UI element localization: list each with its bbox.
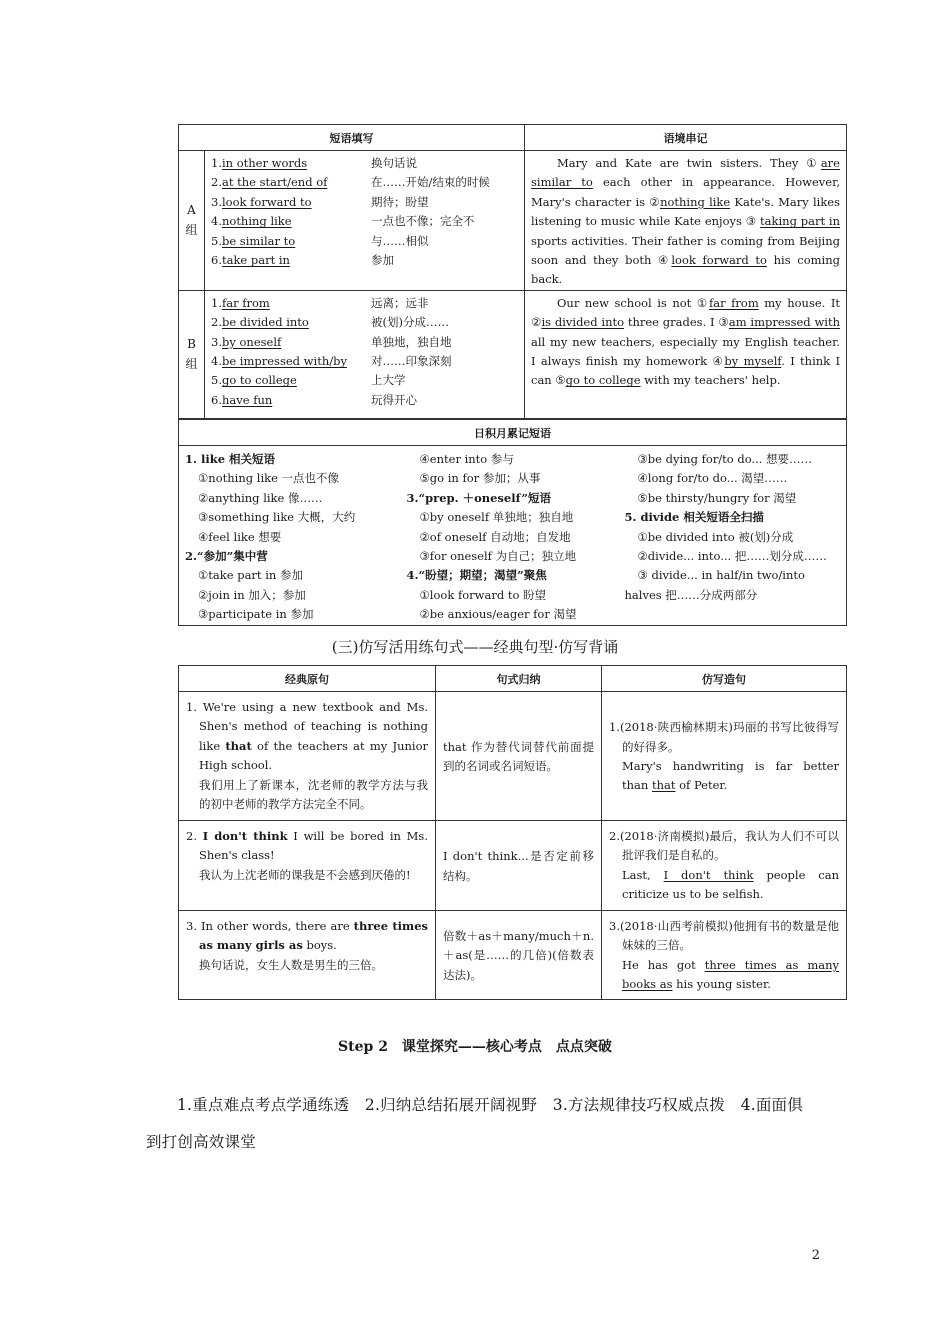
group-label bbox=[180, 334, 203, 374]
pattern-summary bbox=[436, 692, 602, 821]
accumulation-item: ③be dying for/to do... 想要…… bbox=[637, 452, 813, 466]
context-text: is divided into bbox=[541, 315, 625, 330]
accumulation-item: ③ divide... in half/in two/into bbox=[637, 568, 805, 583]
accumulation-item: ④enter into 参与 bbox=[419, 452, 514, 466]
accumulation-item: ②join in 加入；参加 bbox=[198, 587, 306, 602]
group-a-context bbox=[525, 151, 847, 291]
phrase-number: 5. bbox=[211, 373, 222, 388]
group-label-char: 组 bbox=[185, 223, 198, 238]
phrase-accumulation-table bbox=[178, 419, 847, 626]
accumulation-item: ①nothing like 一点也不像 bbox=[198, 471, 340, 486]
phrase-number: 2. bbox=[211, 175, 222, 190]
group-a-phrases bbox=[205, 151, 525, 291]
pattern-text: 倍数＋as＋many/much＋n.＋as(是……的几倍)(倍数表达法)。 bbox=[443, 928, 594, 982]
phrase-en: be divided into bbox=[221, 315, 309, 330]
phrase-number: 3. bbox=[211, 194, 222, 209]
imitation-sentence bbox=[602, 821, 847, 911]
phrase-row bbox=[211, 251, 518, 270]
accumulation-item: 3.“prep. ＋oneself”短语 bbox=[406, 490, 552, 505]
group-a-label bbox=[179, 151, 205, 291]
context-text: sports activities. Their father is coming from Beijing soon and they both ④ bbox=[531, 233, 840, 268]
accumulation-item: ⑤be thirsty/hungry for 渴望 bbox=[637, 490, 797, 505]
phrase-row bbox=[211, 294, 518, 313]
phrase-en: far from bbox=[221, 295, 270, 310]
context-text: Kate's. Mary likes listening to music while Kate enjoys ③ bbox=[531, 194, 841, 229]
pattern-row bbox=[179, 911, 847, 1000]
phrase-row bbox=[211, 371, 518, 390]
phrase-en: look forward to bbox=[221, 194, 312, 209]
original-en bbox=[186, 698, 428, 776]
context-text: look forward to bbox=[671, 253, 767, 268]
phrase-en: in other words bbox=[221, 156, 308, 170]
phrase-en: at the start/end of bbox=[221, 175, 328, 190]
accumulation-item: ④feel like 想要 bbox=[198, 529, 282, 544]
original-text: of the teachers at my Junior High school. bbox=[199, 738, 428, 773]
phrase-zh: 对……印象深刻 bbox=[371, 354, 452, 369]
pattern-row bbox=[179, 692, 847, 821]
imitation-text: Last, bbox=[622, 867, 664, 882]
phrase-zh: 玩得开心 bbox=[371, 392, 417, 407]
original-zh: 我们用上了新课本，沈老师的教学方法与我的初中老师的教学方法完全不同。 bbox=[199, 777, 428, 812]
accumulation-col-2 bbox=[401, 446, 625, 626]
accumulation-item: ③something like 大概，大约 bbox=[198, 510, 356, 525]
accumulation-item: ⑤go in for 参加；从事 bbox=[419, 471, 541, 486]
imitation-en bbox=[609, 757, 839, 796]
original-sentence bbox=[179, 821, 436, 911]
group-label-char: B bbox=[187, 337, 196, 352]
group-b-phrases bbox=[205, 290, 525, 418]
phrase-zh: 参加 bbox=[371, 253, 394, 268]
context-text: are similar to bbox=[531, 156, 840, 190]
accumulation-item: ②divide... into... 把……划分成…… bbox=[637, 549, 827, 564]
phrase-row bbox=[211, 154, 518, 173]
original-text: boys. bbox=[302, 938, 337, 953]
context-text: all my new teachers, especially my English teacher. I always finish my homework ④ bbox=[531, 334, 840, 369]
phrase-zh: 期待；盼望 bbox=[371, 194, 429, 209]
phrase-zh: 远离；远非 bbox=[371, 295, 429, 310]
header-imitation: 仿写造句 bbox=[602, 666, 847, 692]
original-sentence bbox=[179, 692, 436, 821]
phrase-number: 1. bbox=[211, 295, 222, 310]
accumulation-item: ①by oneself 单独地；独自地 bbox=[419, 510, 574, 525]
section-title: (三)仿写活用练句式——经典句型·仿写背诵 bbox=[331, 638, 619, 656]
phrase-zh: 一点也不像；完全不 bbox=[371, 214, 475, 229]
original-text: 1. We're using a new textbook and Ms. Shen's method of teaching is nothing like bbox=[186, 700, 428, 753]
phrase-row bbox=[211, 212, 518, 231]
intro-paragraph: 1.重点难点考点学通练透 2.归纳总结拓展开阔视野 3.方法规律技巧权威点拨 4.面面俱到打创高效课堂 bbox=[146, 1096, 803, 1151]
group-label-char: A bbox=[187, 203, 196, 218]
imitation-text: of Peter. bbox=[675, 778, 728, 793]
phrase-row bbox=[211, 232, 518, 251]
accumulation-item: 4.“盼望；期望；渴望”聚焦 bbox=[406, 568, 547, 583]
imitation-text: that bbox=[651, 778, 676, 793]
imitation-sentence bbox=[602, 911, 847, 1000]
accumulation-col-1 bbox=[179, 446, 401, 626]
pattern-summary bbox=[436, 821, 602, 911]
original-sentence bbox=[179, 911, 436, 1000]
imitation-sentence bbox=[602, 692, 847, 821]
accumulation-item: ③participate in 参加 bbox=[198, 607, 314, 622]
imitation-zh: 1.(2018·陕西榆林期末)玛丽的书写比彼得写的好得多。 bbox=[609, 720, 839, 754]
phrase-number: 1. bbox=[211, 156, 222, 170]
imitation-en bbox=[609, 956, 839, 995]
phrase-number: 4. bbox=[211, 214, 222, 229]
phrase-row bbox=[211, 333, 518, 352]
group-label bbox=[180, 200, 203, 240]
phrase-zh: 上大学 bbox=[371, 373, 406, 388]
original-text: 3. In other words, there are bbox=[186, 919, 354, 933]
phrase-number: 2. bbox=[211, 315, 222, 330]
pattern-summary bbox=[436, 911, 602, 1000]
phrase-row bbox=[211, 313, 518, 332]
phrase-row bbox=[211, 193, 518, 212]
phrase-number: 3. bbox=[211, 334, 222, 349]
header-pattern: 句式归纳 bbox=[436, 666, 602, 692]
pattern-text: that 作为替代词替代前面提到的名词或名词短语。 bbox=[443, 739, 594, 773]
accumulation-title: 日积月累记短语 bbox=[179, 420, 847, 446]
phrase-number: 6. bbox=[211, 392, 222, 407]
group-b-label bbox=[179, 290, 205, 418]
phrase-en: nothing like bbox=[221, 214, 292, 229]
context-text: my house. It ② bbox=[531, 295, 840, 330]
imitation-zh: 3.(2018·山西考前模拟)他拥有书的数量是他妹妹的三倍。 bbox=[609, 919, 839, 953]
phrase-table bbox=[178, 124, 847, 419]
accumulation-item: ②be anxious/eager for 渴望 bbox=[419, 607, 577, 622]
header-phrase-fill: 短语填写 bbox=[179, 125, 525, 151]
accumulation-item: 1. like 相关短语 bbox=[185, 452, 276, 466]
phrase-row bbox=[211, 352, 518, 371]
context-text: with my teachers' help. bbox=[640, 373, 781, 388]
phrase-zh: 在……开始/结束的时候 bbox=[371, 175, 490, 190]
accumulation-item: ②of oneself 自动地；自发地 bbox=[419, 529, 571, 544]
context-text: Our new school is not ① bbox=[557, 295, 710, 310]
imitation-text: people can criticize us to be selfish. bbox=[622, 867, 840, 902]
accumulation-item: ②anything like 像…… bbox=[198, 490, 323, 505]
context-text: his coming back. bbox=[531, 253, 840, 287]
original-en bbox=[186, 827, 428, 866]
phrase-number: 5. bbox=[211, 233, 222, 248]
imitation-en bbox=[609, 866, 839, 905]
imitation-text: his young sister. bbox=[672, 977, 771, 992]
imitation-text: He has got bbox=[622, 957, 705, 972]
accumulation-item: 5. divide 相关短语全扫描 bbox=[624, 510, 764, 525]
original-text: that bbox=[225, 738, 252, 753]
accumulation-item: ③for oneself 为自己；独立地 bbox=[419, 549, 577, 564]
original-en bbox=[186, 917, 428, 956]
imitation-zh: 2.(2018·济南模拟)最后，我认为人们不可以批评我们是自私的。 bbox=[609, 829, 839, 863]
group-label-char: 组 bbox=[185, 357, 198, 372]
header-original: 经典原句 bbox=[179, 666, 436, 692]
context-text: Mary and Kate are twin sisters. They ① bbox=[557, 156, 821, 170]
phrase-en: by oneself bbox=[221, 334, 282, 349]
context-text: am impressed with bbox=[728, 315, 841, 330]
step-title: Step 2 课堂探究——核心考点 点点突破 bbox=[338, 1039, 612, 1055]
original-text: three times as many girls as bbox=[199, 919, 428, 953]
page-number: 2 bbox=[811, 1248, 820, 1263]
phrase-zh: 与……相似 bbox=[371, 233, 429, 248]
context-text: nothing like bbox=[660, 194, 731, 209]
original-text: I will be bored in Ms. Shen's class! bbox=[199, 829, 428, 863]
accumulation-item: ①be divided into 被(划)分成 bbox=[637, 529, 794, 544]
phrase-row bbox=[211, 391, 518, 410]
phrase-zh: 单独地，独自地 bbox=[371, 334, 452, 349]
sentence-pattern-table bbox=[178, 665, 847, 1000]
phrase-zh: 换句话说 bbox=[371, 156, 417, 170]
pattern-text: I don't think...是否定前移结构。 bbox=[443, 849, 594, 883]
context-text: . I think I can ⑤ bbox=[531, 354, 840, 388]
original-text: 2. bbox=[186, 829, 203, 843]
context-text: each other in appearance. However, Mary's character is ② bbox=[531, 175, 840, 209]
context-text: three grades. I ③ bbox=[624, 315, 729, 330]
imitation-text: three times as many books as bbox=[622, 957, 839, 992]
phrase-en: have fun bbox=[221, 392, 273, 407]
pattern-row bbox=[179, 821, 847, 911]
phrase-en: be similar to bbox=[221, 233, 296, 248]
imitation-text: Mary's handwriting is far better than bbox=[622, 759, 839, 793]
group-b-context bbox=[525, 290, 847, 418]
context-text: taking part in bbox=[760, 214, 841, 229]
header-context: 语境串记 bbox=[525, 125, 847, 151]
phrase-en: take part in bbox=[221, 253, 290, 268]
phrase-row bbox=[211, 173, 518, 192]
phrase-en: be impressed with/by bbox=[221, 354, 347, 369]
phrase-number: 6. bbox=[211, 253, 222, 268]
accumulation-item: ①take part in 参加 bbox=[198, 568, 303, 583]
accumulation-col-3 bbox=[625, 446, 847, 626]
context-text: go to college bbox=[565, 373, 641, 388]
accumulation-item: ①look forward to 盼望 bbox=[419, 587, 547, 602]
original-zh: 换句话说，女生人数是男生的三倍。 bbox=[199, 957, 383, 972]
accumulation-item: ④long for/to do... 渴望…… bbox=[637, 471, 788, 486]
accumulation-item: 2.“参加”集中营 bbox=[185, 549, 268, 564]
accumulation-item: halves 把……分成两部分 bbox=[624, 587, 758, 602]
original-zh: 我认为上沈老师的课我是不会感到厌倦的! bbox=[199, 867, 411, 882]
context-text: by myself bbox=[724, 354, 782, 369]
phrase-number: 4. bbox=[211, 354, 222, 369]
phrase-zh: 被(划)分成…… bbox=[371, 315, 449, 330]
context-text: far from bbox=[709, 295, 759, 310]
phrase-en: go to college bbox=[221, 373, 297, 388]
imitation-text: I don't think bbox=[663, 867, 754, 882]
original-text: I don't think bbox=[202, 829, 288, 843]
